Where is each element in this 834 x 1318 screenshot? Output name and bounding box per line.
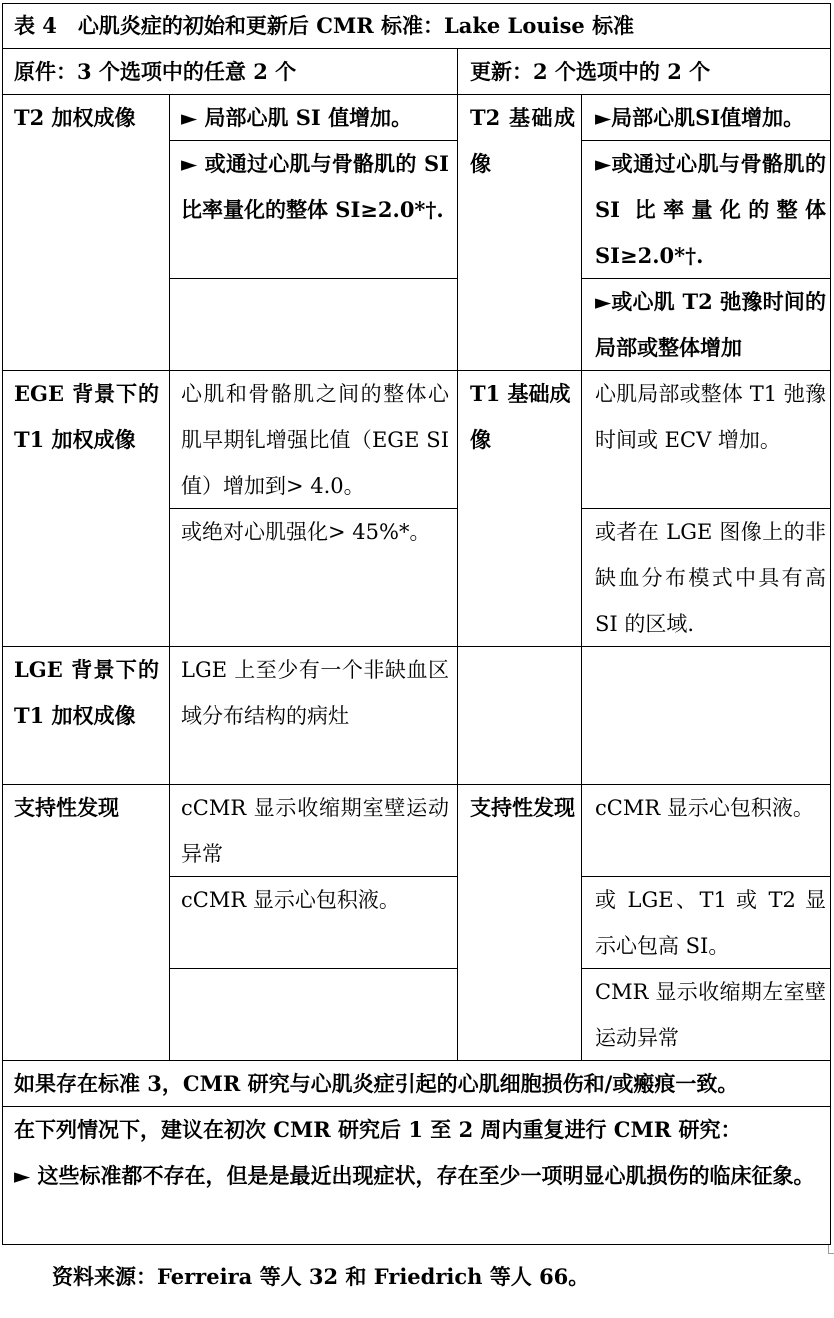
- cell-t1-upd-1: 心肌局部或整体 T1 弛豫时间或 ECV 增加。: [595, 382, 826, 452]
- table-border-bottom: [2, 1244, 831, 1245]
- table-divider: [581, 94, 582, 1061]
- cell-ege-orig-2: 或绝对心肌强化> 45%*。: [181, 520, 431, 544]
- header-original: 原件：3 个选项中的任意 2 个: [14, 59, 297, 84]
- source-note: 资料来源：Ferreira 等人 32 和 Friedrich 等人 66。: [52, 1264, 590, 1289]
- cell-lge-orig-1: LGE 上至少有一个非缺血区域分布结构的病灶: [181, 658, 449, 728]
- row-label-t1-updated: T1 基础成像: [470, 381, 571, 452]
- table-divider: [457, 48, 458, 1061]
- table-border-left: [2, 3, 3, 1245]
- cell-support-orig-1: cCMR 显示收缩期室壁运动异常: [181, 796, 449, 866]
- note-criterion-3: 如果存在标准 3，CMR 研究与心肌炎症引起的心肌细胞损伤和/或瘢痕一致。: [14, 1071, 739, 1096]
- cell-support-orig-2: cCMR 显示心包积液。: [181, 888, 400, 912]
- cell-support-upd-3: CMR 显示收缩期左室壁运动异常: [595, 980, 826, 1050]
- cell-support-upd-2: 或 LGE、T1 或 T2 显示心包高 SI。: [595, 888, 826, 958]
- row-label-lge: LGE 背景下的 T1 加权成像: [14, 657, 159, 728]
- cell-t2-orig-2: ► 或通过心肌与骨骼肌的 SI 比率量化的整体 SI≥2.0*†.: [181, 151, 449, 222]
- table-divider: [169, 94, 170, 1061]
- cell-t2-orig-1: ► 局部心肌 SI 值增加。: [181, 105, 413, 130]
- row-label-support: 支持性发现: [14, 795, 119, 820]
- cell-t2-upd-2: ►或通过心肌与骨骼肌的 SI 比率量化的整体 SI≥2.0*†.: [595, 151, 826, 268]
- note-repeat-line-1: 在下列情况下，建议在初次 CMR 研究后 1 至 2 周内重复进行 CMR 研究：: [14, 1117, 742, 1142]
- table-title: 表 4 心肌炎症的初始和更新后 CMR 标准：Lake Louise 标准: [14, 13, 635, 38]
- table-border-right: [830, 3, 831, 1245]
- cell-t2-upd-1: ►局部心肌SI值增加。: [595, 105, 805, 130]
- table-rule: [169, 278, 457, 279]
- cell-ege-orig-1: 心肌和骨骼肌之间的整体心肌早期钆增强比值（EGE SI 值）增加到> 4.0。: [181, 382, 449, 498]
- header-updated: 更新：2 个选项中的 2 个: [470, 59, 711, 84]
- corner-mark: [828, 1253, 834, 1254]
- cell-support-upd-1: cCMR 显示心包积液。: [595, 796, 814, 820]
- cell-t2-upd-3: ►或心肌 T2 弛豫时间的局部或整体增加: [595, 289, 826, 360]
- table-rule: [169, 968, 457, 969]
- note-repeat-line-2: ► 这些标准都不存在，但是是最近出现症状，存在至少一项明显心肌损伤的临床征象。: [14, 1163, 815, 1188]
- row-label-ege: EGE 背景下的 T1 加权成像: [14, 381, 159, 452]
- cell-t1-upd-2: 或者在 LGE 图像上的非缺血分布模式中具有高 SI 的区域.: [595, 520, 826, 636]
- row-label-t2: T2 加权成像: [14, 105, 136, 130]
- row-label-t2-updated: T2 基础成像: [470, 105, 575, 176]
- row-label-support-updated: 支持性发现: [470, 795, 575, 820]
